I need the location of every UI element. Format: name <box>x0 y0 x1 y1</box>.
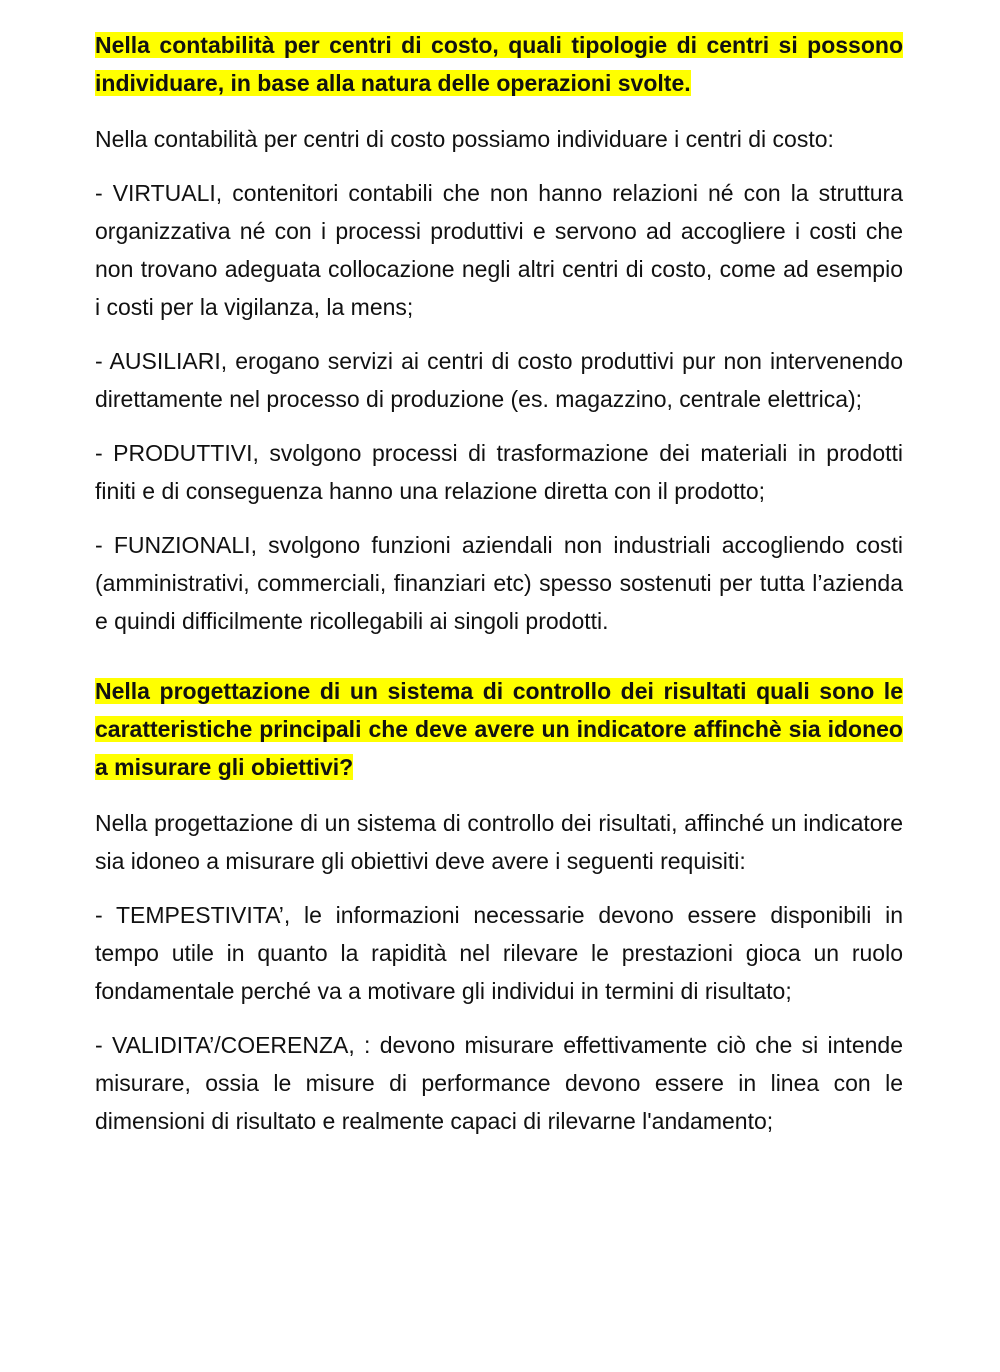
answer-1-intro: Nella contabilità per centri di costo possiamo individuare i centri di costo: <box>95 126 834 152</box>
answer-1-item-virtuali: - VIRTUALI, contenitori contabili che non hanno relazioni né con la struttura organizzativa né con i processi produttivi e servono ad accogliere i costi che non trovano adeguata collocazione negli altri centri di costo, come ad esempio i costi per la vigilanza, la mens; <box>95 180 903 320</box>
answer-1-item-funzionali: - FUNZIONALI, svolgono funzioni aziendali non industriali accogliendo costi (amministrativi, commerciali, finanziari etc) spesso sostenuti per tutta l’azienda e quindi difficilmente ricollegabili ai singoli prodotti. <box>95 532 903 634</box>
answer-1-item-ausiliari: - AUSILIARI, erogano servizi ai centri di costo produttivi pur non intervenendo direttamente nel processo di produzione (es. magazzino, centrale elettrica); <box>95 348 903 412</box>
section-divider <box>95 656 903 672</box>
question-2-text: Nella progettazione di un sistema di controllo dei risultati quali sono le caratteristiche principali che deve avere un indicatore affinchè sia idoneo a misurare gli obiettivi? <box>95 678 903 780</box>
question-1-text: Nella contabilità per centri di costo, quali tipologie di centri si possono individuare, in base alla natura delle operazioni svolte. <box>95 32 903 96</box>
answer-1-item-produttivi: - PRODUTTIVI, svolgono processi di trasformazione dei materiali in prodotti finiti e di conseguenza hanno una relazione diretta con il prodotto; <box>95 440 903 504</box>
answer-2-item-validita: - VALIDITA’/COERENZA, : devono misurare effettivamente ciò che si intende misurare, ossia le misure di performance devono essere in linea con le dimensioni di risultato e realmente capaci di rilevarne l'andamento; <box>95 1032 903 1134</box>
question-1 <box>95 26 903 102</box>
question-2 <box>95 672 903 786</box>
document-page <box>95 26 903 1156</box>
answer-2-item-tempestivita: - TEMPESTIVITA’, le informazioni necessarie devono essere disponibili in tempo utile in quanto la rapidità nel rilevare le prestazioni gioca un ruolo fondamentale perché va a motivare gli individui in termini di risultato; <box>95 902 903 1004</box>
answer-2-intro: Nella progettazione di un sistema di controllo dei risultati, affinché un indicatore sia idoneo a misurare gli obiettivi deve avere i seguenti requisiti: <box>95 810 903 874</box>
